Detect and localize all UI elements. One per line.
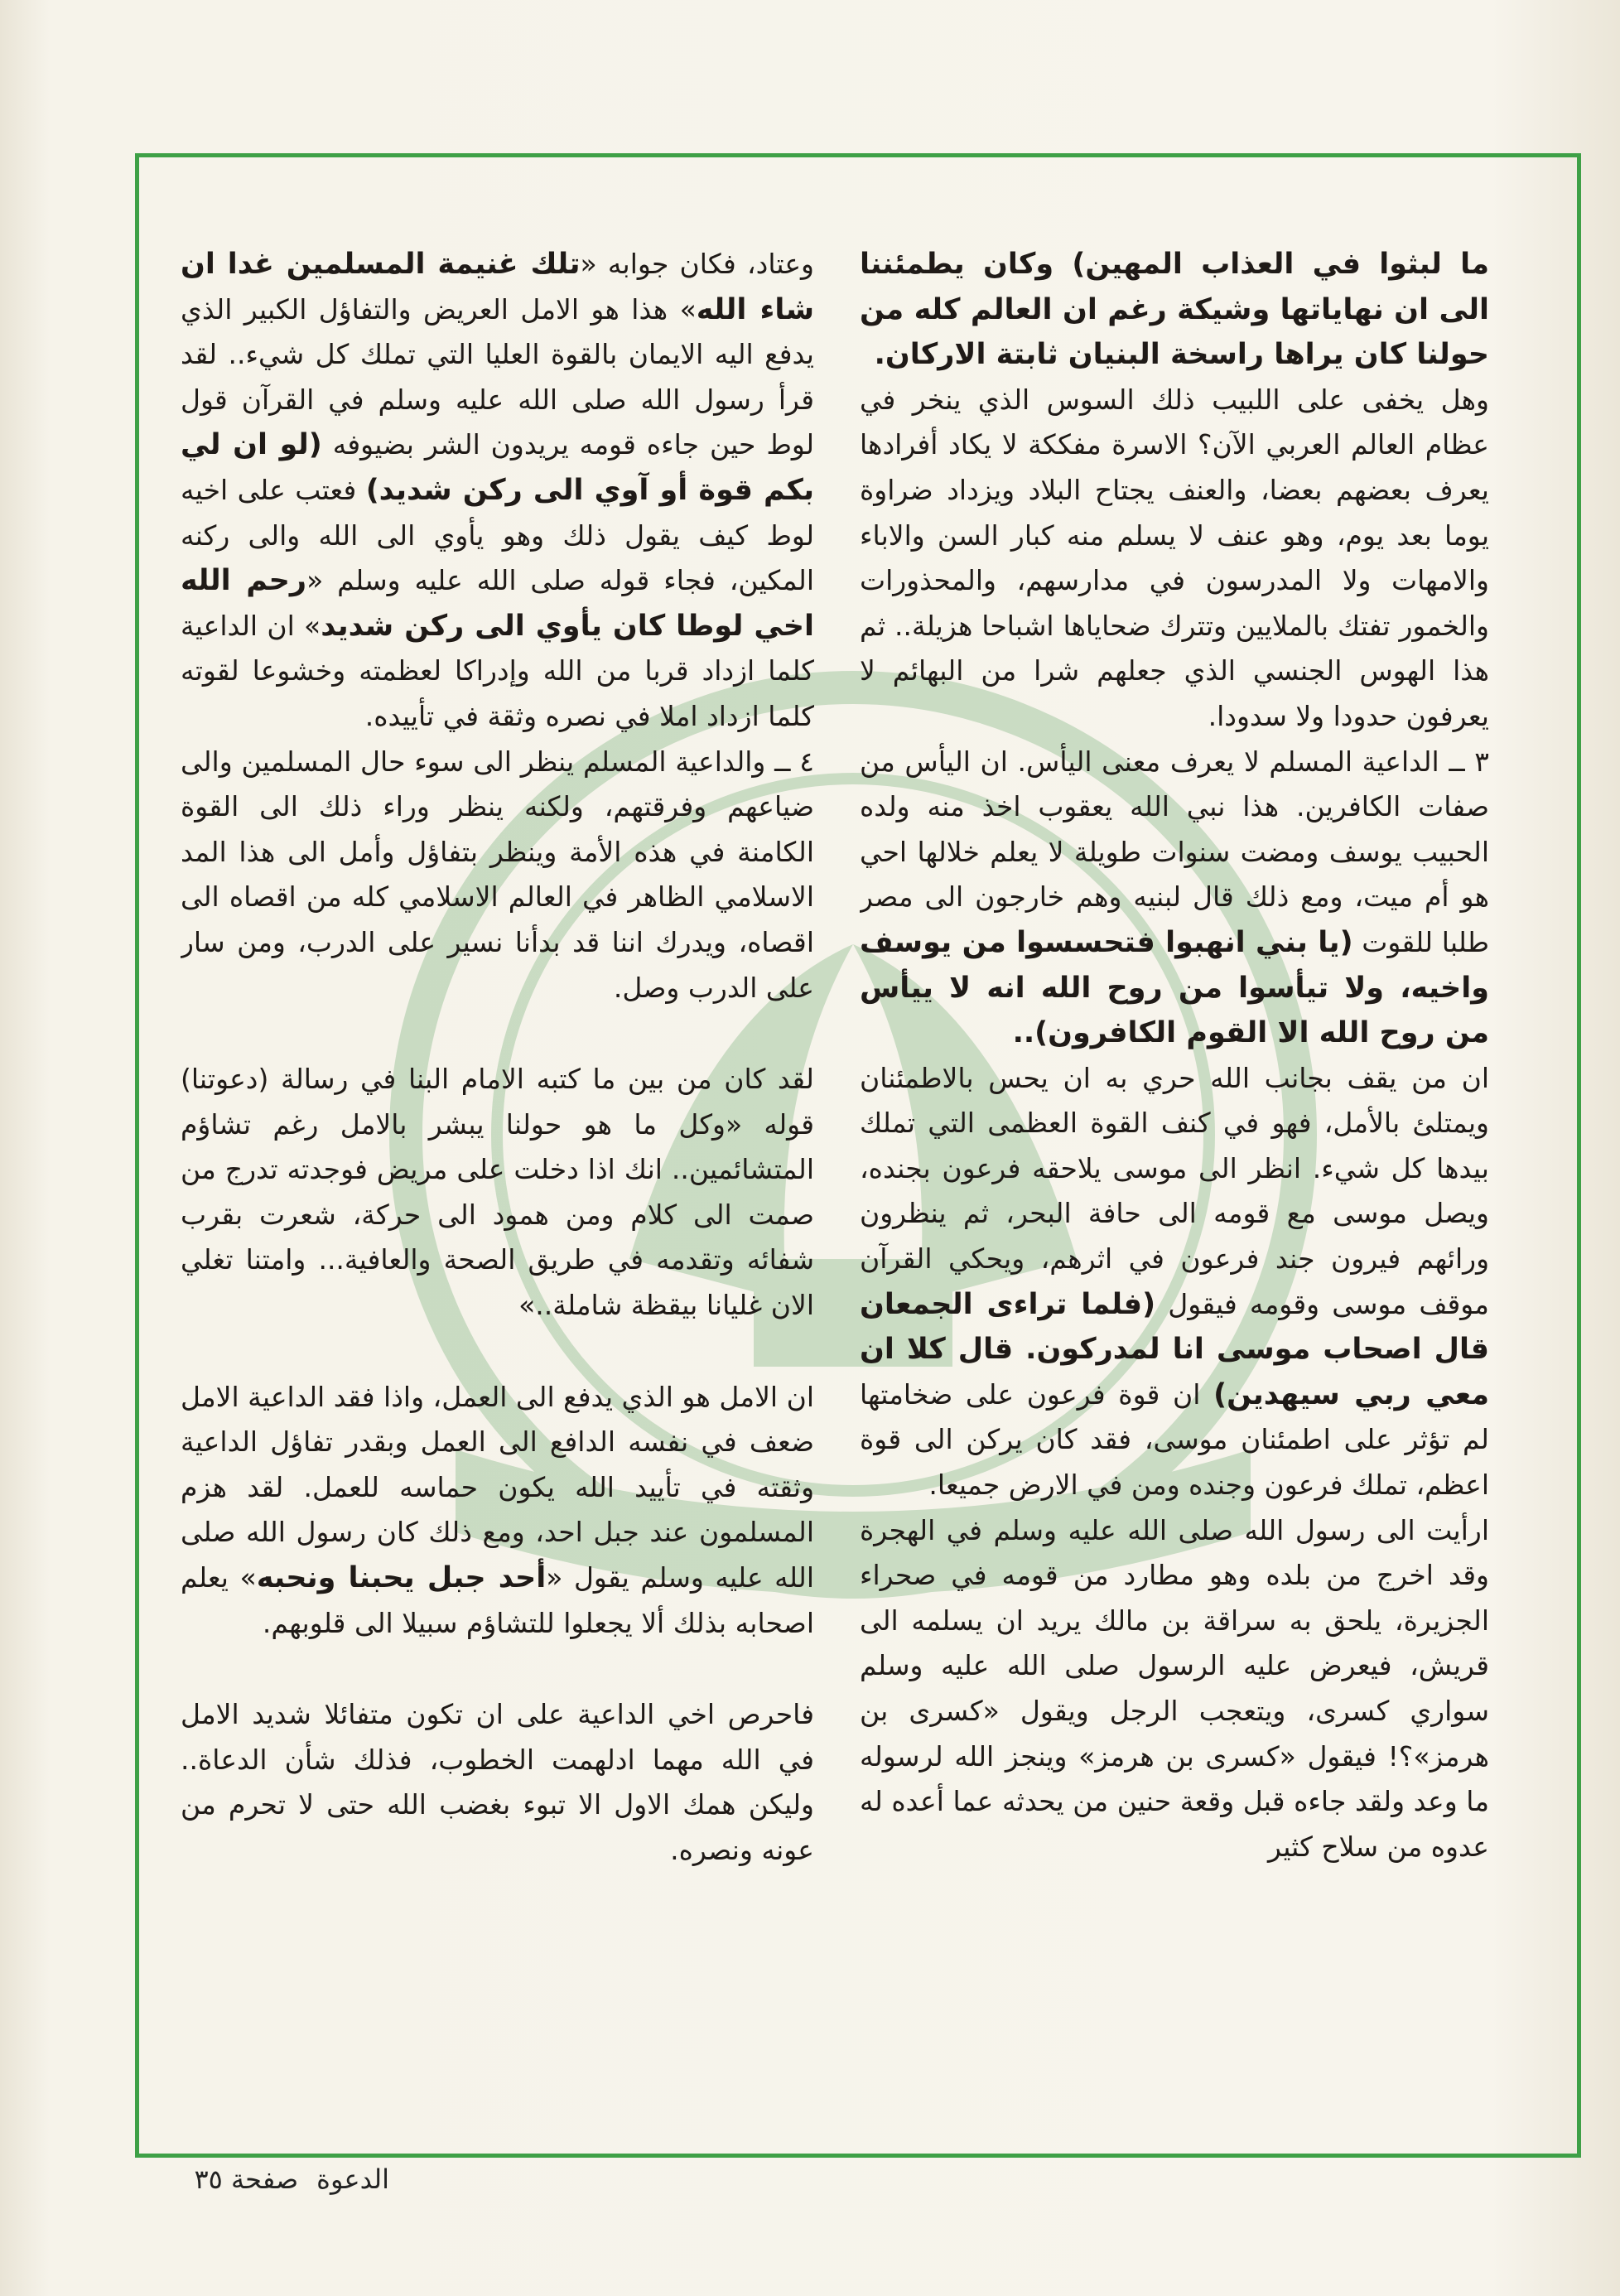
paragraph-text: ٣ ــ الداعية المسلم لا يعرف معنى اليأس. ان اليأس من صفات الكافرين. هذا نبي الله يعقوب اخذ منه ولده الحبيب يوسف ومضت سنوات طويلة لا يعلم خلالها احي هو أم ميت، ومع ذلك قال لبنيه وهم خارجون الى مصر طلبا للقوت — [860, 745, 1489, 958]
hadith-quote-bold: رحم الله اخي لوطا كان يأوي الى ركن شديد — [181, 564, 814, 643]
paragraph-gap — [181, 1646, 814, 1692]
paragraph-gap — [181, 1329, 814, 1375]
article-column-left — [181, 242, 814, 2114]
quran-quote-bold: (يا بني انهبوا فتحسسوا من يوسف واخيه، ولا تيأسوا من روح الله انه لا ييأس من روح الله الا القوم الكافرون).. — [860, 925, 1489, 1050]
paragraph: ارأيت الى رسول الله صلى الله عليه وسلم في الهجرة وقد اخرج من بلده وهو مطارد من قومه في صحراء الجزيرة، يلحق به سراقة بن مالك يريد ان يسلمه الى قريش، فيعرض عليه الرسول صلى الله عليه وسلم سواري كسرى، ويتعجب الرجل ويقول «كسرى بن هرمز»؟! فيقول «كسرى بن هرمز» وينجز الله لرسوله ما وعد ولقد جاءه قبل وقعة حنين من يحدثه عما أعده له عدوه من سلاح كثير — [860, 1513, 1489, 1863]
paragraph-text: » ان الداعية كلما ازداد قربا من الله وإدراكا لعظمته وخشوعا لقوته كلما ازداد املا في نصره وثقة في تأييده. — [181, 609, 814, 732]
quran-quote-bold: (لو ان لي بكم قوة أو آوي الى ركن شديد) — [181, 428, 814, 507]
page-number: صفحة ٣٥ — [194, 2163, 299, 2195]
magazine-name: الدعوة — [316, 2163, 389, 2195]
paragraph-point-3 — [860, 740, 1489, 1056]
article-column-right — [860, 242, 1489, 2114]
hadith-quote-bold: أحد جبل يحبنا ونحبه — [256, 1561, 547, 1595]
paragraph-point-4: ٤ ــ والداعية المسلم ينظر الى سوء حال المسلمين والى ضياعهم وفرقتهم، ولكنه ينظر وراء ذلك الى القوة الكامنة في هذه الأمة وينظر بتفاؤل وأمل الى هذا المد الاسلامي الظاهر في العالم الاسلامي كله من اقصاه الى اقصاه، ويدرك اننا قد بدأنا نسير على الدرب، ومن سار على الدرب وصل. — [181, 745, 814, 1004]
paragraph — [860, 242, 1489, 378]
paragraph-banna-quote: لقد كان من بين ما كتبه الامام البنا في رسالة (دعوتنا) قوله «وكل ما هو حولنا يبشر بالامل رغم تشاؤم المتشائمين.. انك اذا دخلت على مريض فوجدته تدرج من صمت الى كلام ومن همود الى حركة، شعرت بقرب شفائه وتقدمه في طريق الصحة والعافية... وامتنا تغلي الان غليانا بيقظة شاملة..» — [181, 1063, 814, 1322]
quran-quote-bold: (فلما تراءى الجمعان قال اصحاب موسى انا لمدركون. قال كلا ان معي ربي سيهدين) — [860, 1287, 1489, 1411]
paragraph-text: ان قوة فرعون على ضخامتها لم تؤثر على اطمئنان موسى، فقد كان يركن الى قوة اعظم، تملك فرعون وجنده ومن في الارض جميعا. — [860, 1377, 1489, 1502]
paragraph-text: ان من يقف بجانب الله حري به ان يحس بالاطمئنان ويمتلئ بالأمل، فهو في كنف القوة العظمى التي تملك بيدها كل شيء. انظر الى موسى يلاحقه فرعون بجنده، ويصل موسى مع قومه الى حافة البحر، ثم ينظرون ورائهم فيرون جند فرعون في اثرهم، ويحكي القرآن موقف موسى وقومه فيقول — [860, 1061, 1489, 1320]
paragraph — [181, 242, 814, 740]
paragraph-text: وعتاد، فكان جوابه « — [580, 248, 814, 280]
paragraph: وهل يخفى على اللبيب ذلك السوس الذي ينخر في عظام العالم العربي الآن؟ الاسرة مفككة لا يكاد أفرادها يعرف بعضهم بعضا، والعنف يجتاح البلاد ويزداد ضراوة يوما بعد يوم، وهو عنف لا يسلم منه كبار السن والاباء والامهات ولا المدرسون في مدارسهم، والمحذورات والخمور تفتك بالملايين وتترك ضحاياها اشباحا هزيلة.. ثم هذا الهوس الجنسي الذي جعلهم شرا من البهائم لا يعرفون حدودا ولا سدودا. — [860, 383, 1489, 732]
paragraph-text: ان الامل هو الذي يدفع الى العمل، واذا فقد الداعية الامل ضعف في نفسه الدافع الى العمل وبقدر تفاؤل الداعية وثقته في تأييد الله يكون حماسه للعمل. لقد هزم المسلمون عند جبل احد، ومع ذلك كان رسول الله صلى الله عليه وسلم يقول « — [181, 1380, 814, 1594]
paragraph-closing: فاحرص اخي الداعية على ان تكون متفائلا شديد الامل في الله مهما ادلهمت الخطوب، فذلك شأن الدعاة.. وليكن همك الاول الا تبوء بغضب الله حتى لا تحرم من عونه ونصره. — [181, 1698, 814, 1866]
paragraph-text: فعتب على اخيه لوط كيف يقول ذلك وهو يأوي الى الله والى ركنه المكين، فجاء قوله صلى الله عليه وسلم « — [181, 473, 814, 597]
paragraph-gap — [181, 1011, 814, 1057]
paragraph — [860, 1056, 1489, 1508]
paragraph-text: » يعلم اصحابه بذلك ألا يجعلوا للتشاؤم سبيلا الى قلوبهم. — [181, 1561, 814, 1639]
paragraph-text: » هذا هو الامل العريض والتفاؤل الكبير الذي يدفع اليه الايمان بالقوة العليا التي تملك كل شيء.. لقد قرأ رسول الله صلى الله عليه وسلم في القرآن قول لوط حين جاءه قومه يريدون الشر بضيوفه — [181, 292, 814, 461]
page-footer — [108, 2159, 389, 2200]
hadith-quote-bold: تلك غنيمة المسلمين غدا ان شاء الله — [181, 248, 814, 326]
quran-quote-bold: ما لبثوا في العذاب المهين) وكان يطمئننا الى ان نهاياتها وشيكة رغم ان العالم كله من حولنا كان يراها راسخة البنيان ثابتة الاركان. — [860, 248, 1489, 372]
paragraph — [181, 1375, 814, 1647]
